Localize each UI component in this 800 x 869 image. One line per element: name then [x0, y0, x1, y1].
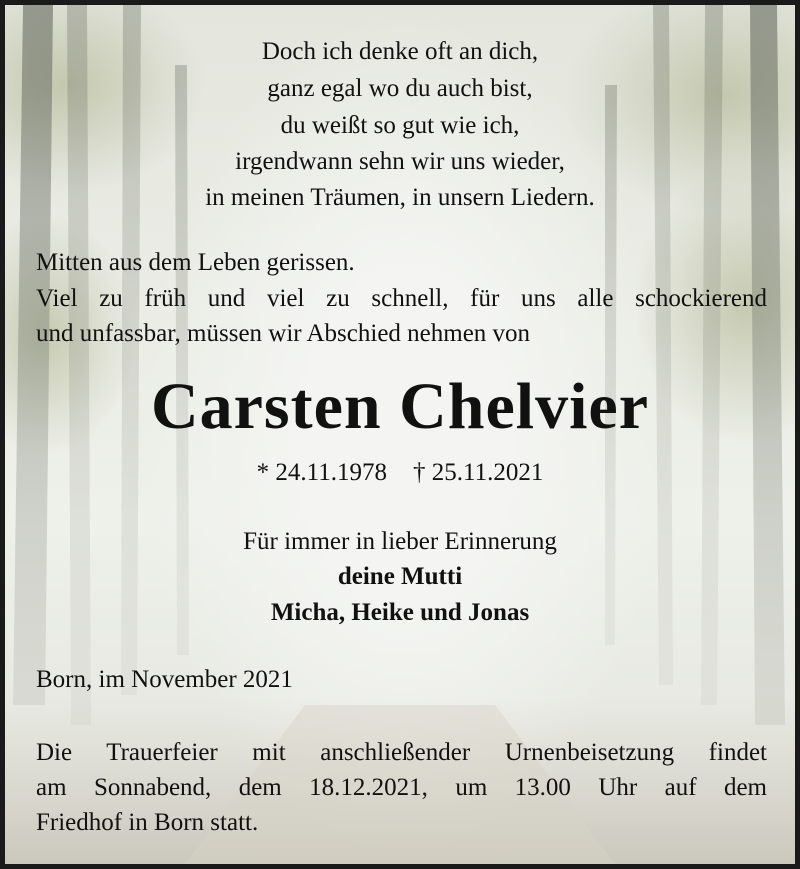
obituary-text — [5, 5, 795, 864]
poem-line: in meinen Träumen, in unsern Liedern. — [205, 184, 595, 211]
funeral-line: am Sonnabend, dem 18.12.2021, um 13.00 Uhr auf dem — [36, 774, 767, 801]
poem-line: irgendwann sehn wir uns wieder, — [235, 148, 565, 175]
life-dates — [5, 455, 795, 491]
intro-line: Viel zu früh und viel zu schnell, für uns alle schockierend — [36, 285, 767, 312]
intro-line: und unfassbar, müssen wir Abschied nehmen von — [36, 320, 531, 347]
poem-line: ganz egal wo du auch bist, — [267, 75, 533, 102]
funeral-line: Friedhof in Born statt. — [36, 809, 259, 836]
poem-line: du weißt so gut wie ich, — [280, 112, 520, 139]
death-date: † 25.11.2021 — [413, 459, 544, 486]
deceased-name: Carsten Chelvier — [150, 370, 650, 443]
birth-date: * 24.11.1978 — [256, 459, 387, 486]
funeral-line: Die Trauerfeier mit anschließender Urnenbeisetzung findet — [36, 739, 767, 766]
place-date: Born, im November 2021 — [36, 666, 293, 693]
mourner-line: Micha, Heike und Jonas — [270, 599, 530, 626]
memory-line: Für immer in lieber Erinnerung — [243, 528, 557, 555]
poem-line: Doch ich denke oft an dich, — [261, 38, 539, 65]
mourner-line: deine Mutti — [337, 563, 463, 590]
intro-line: Mitten aus dem Leben gerissen. — [36, 249, 355, 276]
